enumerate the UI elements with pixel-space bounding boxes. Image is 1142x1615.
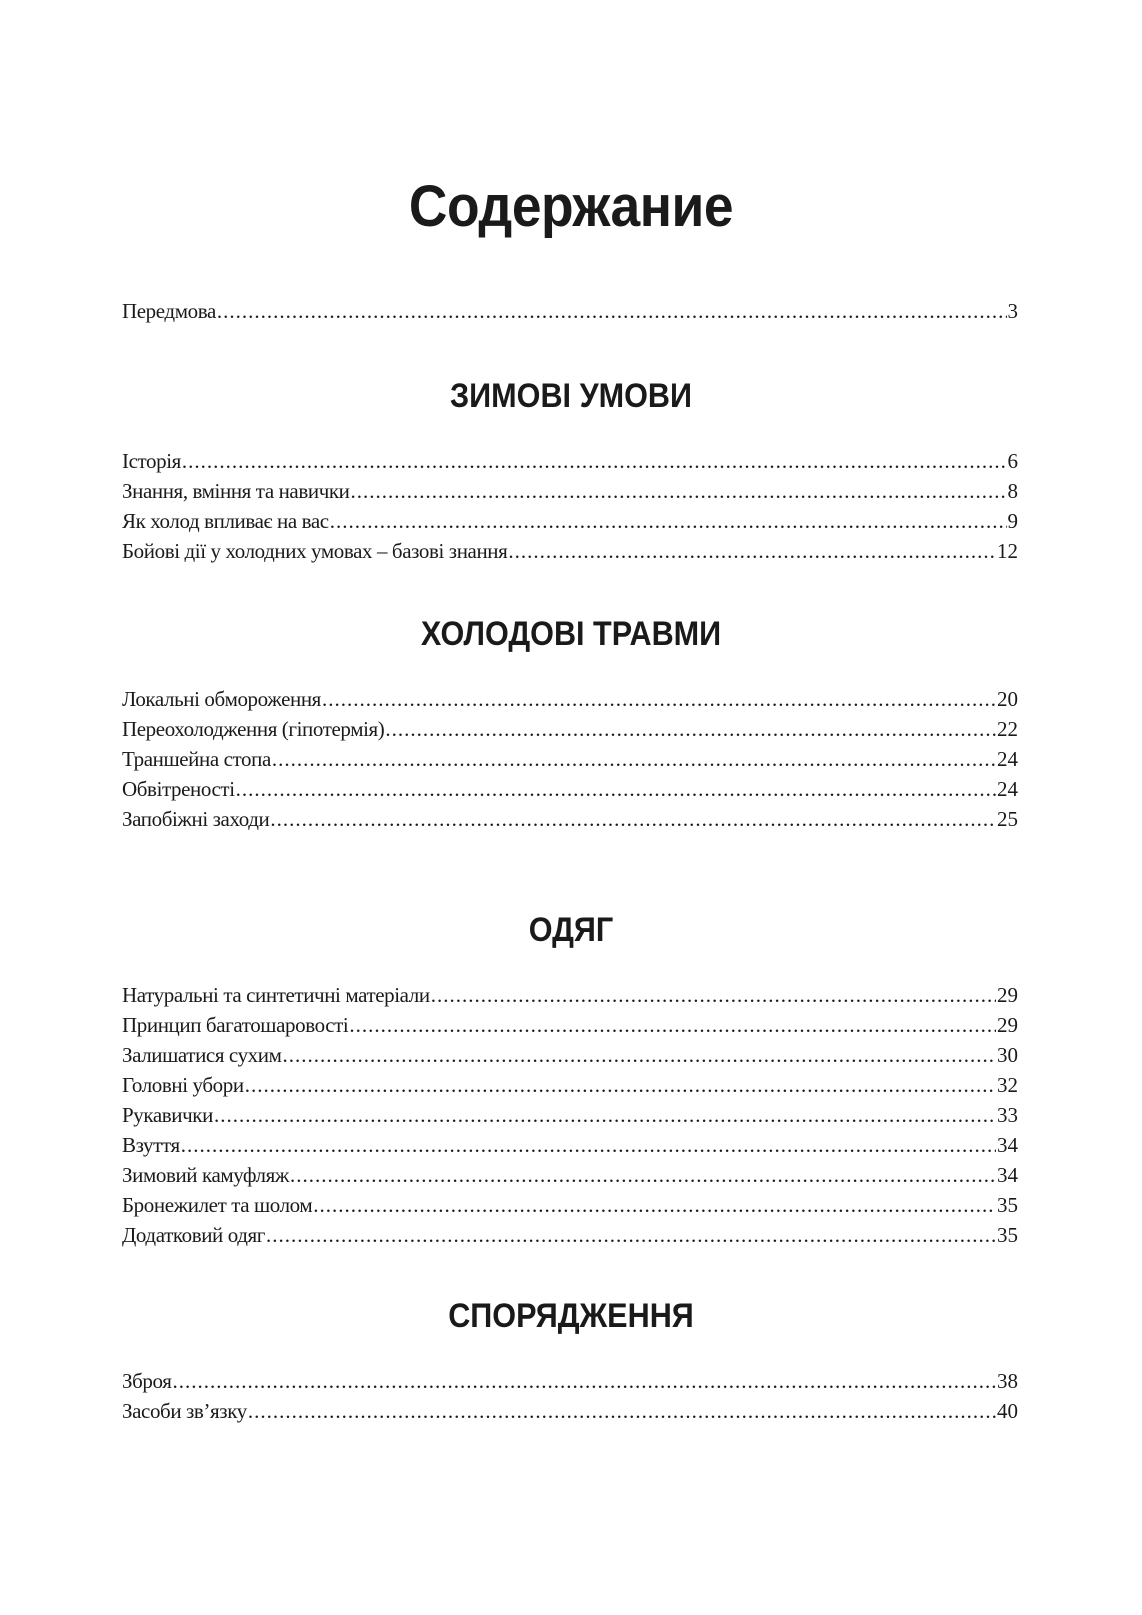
toc-entry-page: 25 [997,807,1018,831]
toc-entry[interactable] [122,476,1018,506]
toc-entry[interactable] [122,774,1018,804]
dot-leader [508,536,996,566]
toc-entry[interactable] [122,1160,1018,1190]
toc-section-list [122,1366,1018,1426]
section-heading: ХОЛОДОВІ ТРАВМИ [420,615,722,653]
dot-leader [330,506,1007,536]
toc-entry-page: 40 [997,1399,1018,1423]
toc-entry[interactable] [122,506,1018,536]
dot-leader [214,1100,996,1130]
toc-entry-page: 29 [997,983,1018,1007]
toc-entry-page: 34 [997,1163,1018,1187]
toc-entry-label: Засоби зв’язку [122,1399,247,1423]
toc-entry-label: Рукавички [122,1103,213,1127]
toc-section-list [122,684,1018,834]
dot-leader [266,1220,996,1250]
section-heading: ЗИМОВІ УМОВИ [450,377,692,415]
toc-entry-page: 24 [997,777,1018,801]
dot-leader [272,744,996,774]
toc-entry-label: Залишатися сухим [122,1043,282,1067]
toc-entry-label: Зброя [122,1369,172,1393]
dot-leader [290,1160,996,1190]
toc-entry[interactable] [122,1396,1018,1426]
toc-entry-label: Переохолодження (гіпотермія) [122,717,385,741]
toc-entry-label: Історія [122,449,181,473]
toc-entry-label: Знання, вміння та навички [122,479,350,503]
toc-entry-page: 30 [997,1043,1018,1067]
toc-entry-page: 6 [1007,449,1018,473]
toc-entry-label: Додатковий одяг [122,1223,265,1247]
toc-entry[interactable] [122,1190,1018,1220]
dot-leader [181,1130,996,1160]
toc-entry-label: Траншейна стопа [122,747,271,771]
toc-entry-page: 12 [997,539,1018,563]
toc-entry[interactable] [122,1220,1018,1250]
toc-entry-label: Локальні обмороження [122,687,321,711]
dot-leader [217,296,1007,326]
dot-leader [283,1040,996,1070]
toc-entry[interactable] [122,1130,1018,1160]
dot-leader [248,1396,996,1426]
dot-leader [349,1010,996,1040]
dot-leader [431,980,996,1010]
toc-entry[interactable] [122,1070,1018,1100]
toc-entry-page: 22 [997,717,1018,741]
toc-entry-label: Бойові дії у холодних умовах – базові знання [122,539,508,563]
toc-entry-label: Запобіжні заходи [122,807,270,831]
dot-leader [322,684,996,714]
dot-leader [245,1070,996,1100]
toc-entry-page: 29 [997,1013,1018,1037]
toc-entry[interactable] [122,684,1018,714]
toc-entry-label: Зимовий камуфляж [122,1163,289,1187]
toc-entry-page: 8 [1007,479,1018,503]
toc-entry-page: 38 [997,1369,1018,1393]
toc-entry[interactable] [122,536,1018,566]
dot-leader [385,714,996,744]
toc-entry-label: Взуття [122,1133,180,1157]
toc-entry-label: Принцип багатошаровості [122,1013,349,1037]
toc-intro-list [122,296,1018,326]
toc-entry-page: 3 [1007,299,1018,323]
page-title: Содержание [408,174,734,239]
toc-entry-label: Головні убори [122,1073,244,1097]
toc-entry[interactable] [122,1366,1018,1396]
dot-leader [270,804,996,834]
toc-entry-label: Обвітреності [122,777,235,801]
dot-leader [313,1190,996,1220]
dot-leader [172,1366,996,1396]
toc-entry[interactable] [122,1040,1018,1070]
toc-entry[interactable] [122,296,1018,326]
toc-entry-label: Натуральні та синтетичні матеріали [122,983,430,1007]
section-heading: ОДЯГ [528,911,614,949]
toc-entry[interactable] [122,714,1018,744]
dot-leader [351,476,1007,506]
toc-entry[interactable] [122,446,1018,476]
toc-entry-label: Як холод впливає на вас [122,509,329,533]
toc-entry-page: 9 [1007,509,1018,533]
section-heading: СПОРЯДЖЕННЯ [448,1297,694,1335]
toc-entry-page: 34 [997,1133,1018,1157]
toc-section-list [122,446,1018,566]
toc-entry[interactable] [122,744,1018,774]
toc-entry-page: 35 [997,1223,1018,1247]
toc-entry-page: 20 [997,687,1018,711]
toc-entry[interactable] [122,1010,1018,1040]
toc-entry-page: 24 [997,747,1018,771]
dot-leader [236,774,996,804]
toc-entry-page: 35 [997,1193,1018,1217]
toc-entry-page: 33 [997,1103,1018,1127]
toc-entry-page: 32 [997,1073,1018,1097]
toc-entry[interactable] [122,980,1018,1010]
toc-entry[interactable] [122,1100,1018,1130]
toc-entry-label: Передмова [122,299,216,323]
toc-entry[interactable] [122,804,1018,834]
toc-entry-label: Бронежилет та шолом [122,1193,313,1217]
toc-section-list [122,980,1018,1250]
dot-leader [182,446,1007,476]
